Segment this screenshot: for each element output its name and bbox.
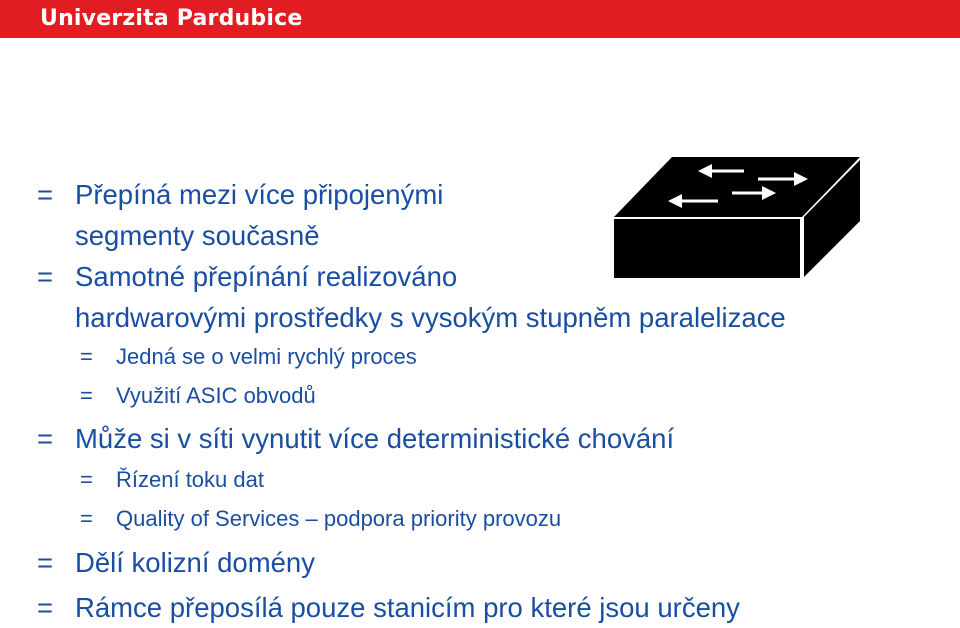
bullet-marker: = bbox=[37, 423, 54, 454]
bullet-item-sub bbox=[80, 464, 264, 496]
bullet-marker: = bbox=[80, 383, 93, 408]
bullet-text-line: Jedná se o velmi rychlý proces bbox=[116, 344, 417, 369]
bullet-marker: = bbox=[37, 592, 54, 623]
bullet-item bbox=[37, 587, 740, 628]
bullet-marker: = bbox=[37, 547, 54, 578]
bullet-text-line: segmenty současně bbox=[75, 220, 320, 251]
bullet-text-line: Může si v síti vynutit více deterministické chování bbox=[75, 423, 675, 454]
bullet-item bbox=[37, 418, 674, 459]
bullet-text-line: Dělí kolizní domény bbox=[75, 547, 315, 578]
university-title: Univerzita Pardubice bbox=[40, 6, 303, 31]
bullet-item-sub bbox=[80, 503, 561, 535]
bullet-text-line: Řízení toku dat bbox=[116, 467, 264, 492]
bullet-item bbox=[37, 256, 786, 338]
bullet-marker: = bbox=[37, 179, 54, 210]
bullet-item-sub bbox=[80, 341, 417, 373]
bullet-marker: = bbox=[80, 506, 93, 531]
bullet-text-line: Využití ASIC obvodů bbox=[116, 383, 316, 408]
bullet-item-sub bbox=[80, 380, 316, 412]
bullet-text-line: Přepíná mezi více připojenými bbox=[75, 179, 444, 210]
bullet-text-line: Samotné přepínání realizováno bbox=[75, 261, 458, 292]
bullet-marker: = bbox=[80, 467, 93, 492]
bullet-marker: = bbox=[37, 261, 54, 292]
bullet-item bbox=[37, 542, 315, 583]
bullet-item bbox=[37, 174, 443, 256]
bullet-text-line: hardwarovými prostředky s vysokým stupněm paralelizace bbox=[75, 302, 786, 333]
bullet-text-line: Rámce přeposílá pouze stanicím pro které jsou určeny bbox=[75, 592, 740, 623]
bullet-text-line: Quality of Services – podpora priority provozu bbox=[116, 506, 562, 531]
bullet-marker: = bbox=[80, 344, 93, 369]
